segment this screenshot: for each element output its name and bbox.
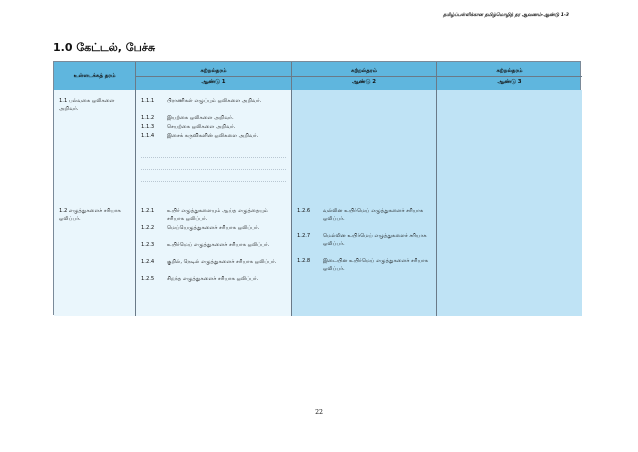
year-3-cell [437,200,582,316]
curriculum-table [53,61,581,315]
content-standard-cell [54,200,136,316]
item-number: 1.2.8 [297,258,311,264]
content-standard-cell [54,90,136,200]
document-header: தமிழ்ப்பள்ளிக்கான தமிழ்மொழித் தர ஆவணம்-ஆண்டு 1-3 [443,13,569,18]
item-text: குறில், நெடில் எழுத்துகளைச் சரியாக ஒலிப்பர். [167,259,277,265]
item-text: இயற்கை ஒலிகளை அறிவர். [167,115,234,121]
item-number: 1.2.4 [141,259,155,265]
column-header-title: கற்றல்தரம் [496,68,523,74]
item-text: மெல்லின உயிர்மெய் எழுத்துகளைச் சரியாக ஒலிப்பர். [323,233,427,248]
item-number: 1.1.3 [141,124,155,130]
item-text: பிராணிகள் எழுப்பும் ஒலிகளை அறிவர். [167,98,262,104]
year-3-cell [437,90,582,200]
year-1-cell [136,200,292,316]
page-number: 22 [315,409,323,416]
section-title: 1.0 கேட்டல், பேச்சு [53,41,156,54]
column-header-content-standard [54,62,136,90]
item-text: வல்லின உயிர்மெய் எழுத்துகளைச் சரியாக ஒலிப்பர். [323,208,424,223]
column-header-year-2 [292,62,437,90]
column-header-subtitle: ஆண்டு 2 [351,79,377,85]
item-number: 1.1.2 [141,115,155,121]
item-number: 1.2.7 [297,233,311,239]
year-2-cell [292,200,437,316]
column-header-subtitle: ஆண்டு 1 [201,79,226,85]
item-text: உயிர் எழுத்துகளையும் ஆய்த எழுத்தையும் சரியாக ஒலிப்பர். [167,208,268,223]
item-number: 1.1.1 [141,98,155,104]
column-header-title: உள்ளடக்கத் தரம் [73,73,116,79]
item-text: மெய்யெழுத்துகளைச் சரியாக ஒலிப்பர். [167,225,260,231]
item-number: 1.2.2 [141,225,155,231]
item-text: சிறந்த எழுத்துகளைச் சரியாக ஒலிப்பர். [167,276,259,282]
table-header-row [54,62,580,91]
item-text: இடையின உயிர்மெய் எழுத்துகளைச் சரியாக ஒலிப்பர். [323,258,429,273]
item-number: 1.2.5 [141,276,155,282]
item-number: 1.2.6 [297,208,311,214]
item-text: உயிர்மெய் எழுத்துகளைச் சரியாக ஒலிப்பர். [167,242,270,248]
column-header-year-3 [437,62,582,90]
content-standard-text: 1.1 பல்வகை ஒலிகளை அறிவர். [59,98,115,113]
year-2-cell [292,90,437,200]
content-standard-text: 1.2 எழுத்துகளைச் சரியாக ஒலிப்பர். [59,208,121,223]
column-header-title: கற்றல்தரம் [351,68,377,74]
column-header-title: கற்றல்தரம் [200,68,227,74]
item-number: 1.2.3 [141,242,155,248]
column-header-year-1 [136,62,292,90]
item-number: 1.1.4 [141,133,155,139]
table-row [54,90,580,201]
item-number: 1.2.1 [141,208,155,214]
item-text: செயற்கை ஒலிகளை அறிவர். [167,124,236,130]
column-header-subtitle: ஆண்டு 3 [497,79,522,85]
item-text: இசைக் கருவிகளின் ஒலிகளை அறிவர். [167,133,259,139]
year-1-cell [136,90,292,200]
table-row [54,200,580,316]
